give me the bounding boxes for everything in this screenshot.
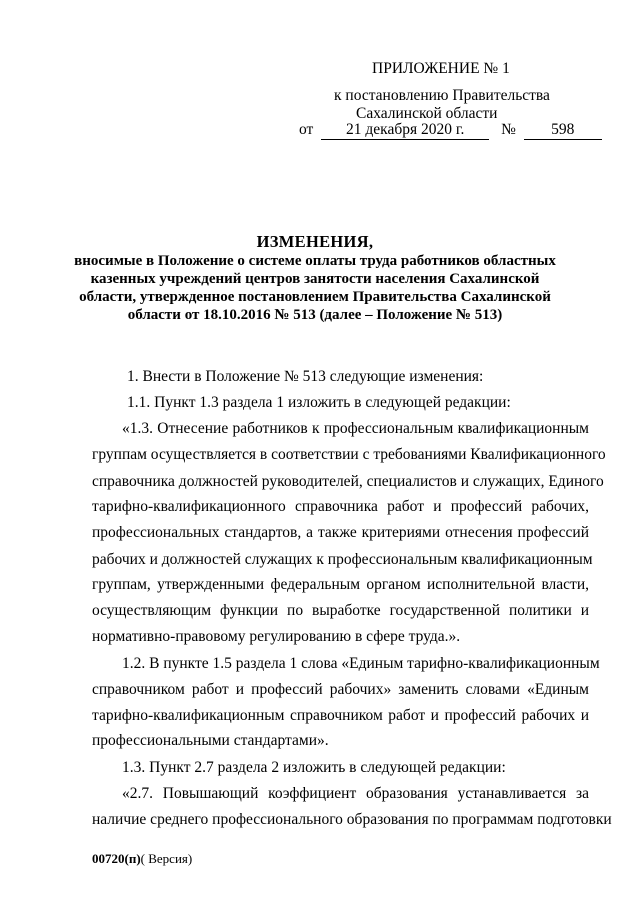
document-code: 00720(п) [92,851,141,866]
body-line-2: 1.1. Пункт 1.3 раздела 1 изложить в следующей редакции: [127,394,511,411]
body-line-16: 1.3. Пункт 2.7 раздела 2 изложить в следующей редакции: [122,759,506,776]
body-line-11: нормативно-правовому регулированию в сфере труда.». [92,628,461,645]
number-prefix: № [501,121,516,138]
document-heading: ИЗМЕНЕНИЯ, [256,232,374,251]
title-line-2: казенных учреждений центров занятости населения Сахалинской [90,271,540,287]
body-line-15: профессиональными стандартами». [92,732,329,749]
body-line-4: группам осуществляется в соответствии с требованиями Квалификационного [92,446,606,463]
date-prefix: от [299,121,314,138]
body-line-18: наличие среднего профессионального образования по программам подготовки [92,811,612,828]
body-line-8: рабочих и должностей служащих к профессиональным квалификационным [92,551,593,568]
resolution-number: 598 [524,121,602,140]
body-line-12: 1.2. В пункте 1.5 раздела 1 слова «Единым тарифно-квалификационным [122,655,600,672]
title-line-3: области, утвержденное постановлением Правительства Сахалинской [79,289,551,305]
body-line-10: осуществляющим функции по выработке государственной политики и [92,602,589,619]
resolution-ref-line1: к постановлению Правительства [334,87,550,104]
document-code-footer [92,851,192,867]
body-line-9: группам, утвержденными федеральным органом исполнительной власти, [92,576,589,593]
body-line-17: «2.7. Повышающий коэффициент образования устанавливается за [122,785,589,802]
body-line-14: тарифно-квалификационным справочником работ и профессий рабочих и [92,707,589,724]
body-line-5: справочника должностей руководителей, специалистов и служащих, Единого [92,473,604,490]
appendix-label: ПРИЛОЖЕНИЕ № 1 [372,60,510,77]
resolution-ref-line2: Сахалинской области [356,105,498,122]
resolution-date: 21 декабря 2020 г. [321,121,489,140]
body-line-6: тарифно-квалификационного справочника работ и профессий рабочих, [92,498,589,515]
body-line-13: справочником работ и профессий рабочих» заменить словами «Единым [92,681,589,698]
body-line-7: профессиональных стандартов, а также критериями отнесения профессий [92,524,589,541]
document-version: ( Версия) [140,851,193,866]
resolution-date-row [299,121,602,140]
title-line-1: вносимые в Положение о системе оплаты труда работников областных [74,253,556,269]
body-line-1: 1. Внести в Положение № 513 следующие изменения: [127,368,484,385]
body-line-3: «1.3. Отнесение работников к профессиональным квалификационным [122,420,589,437]
title-line-4: области от 18.10.2016 № 513 (далее – Положение № 513) [127,307,503,323]
